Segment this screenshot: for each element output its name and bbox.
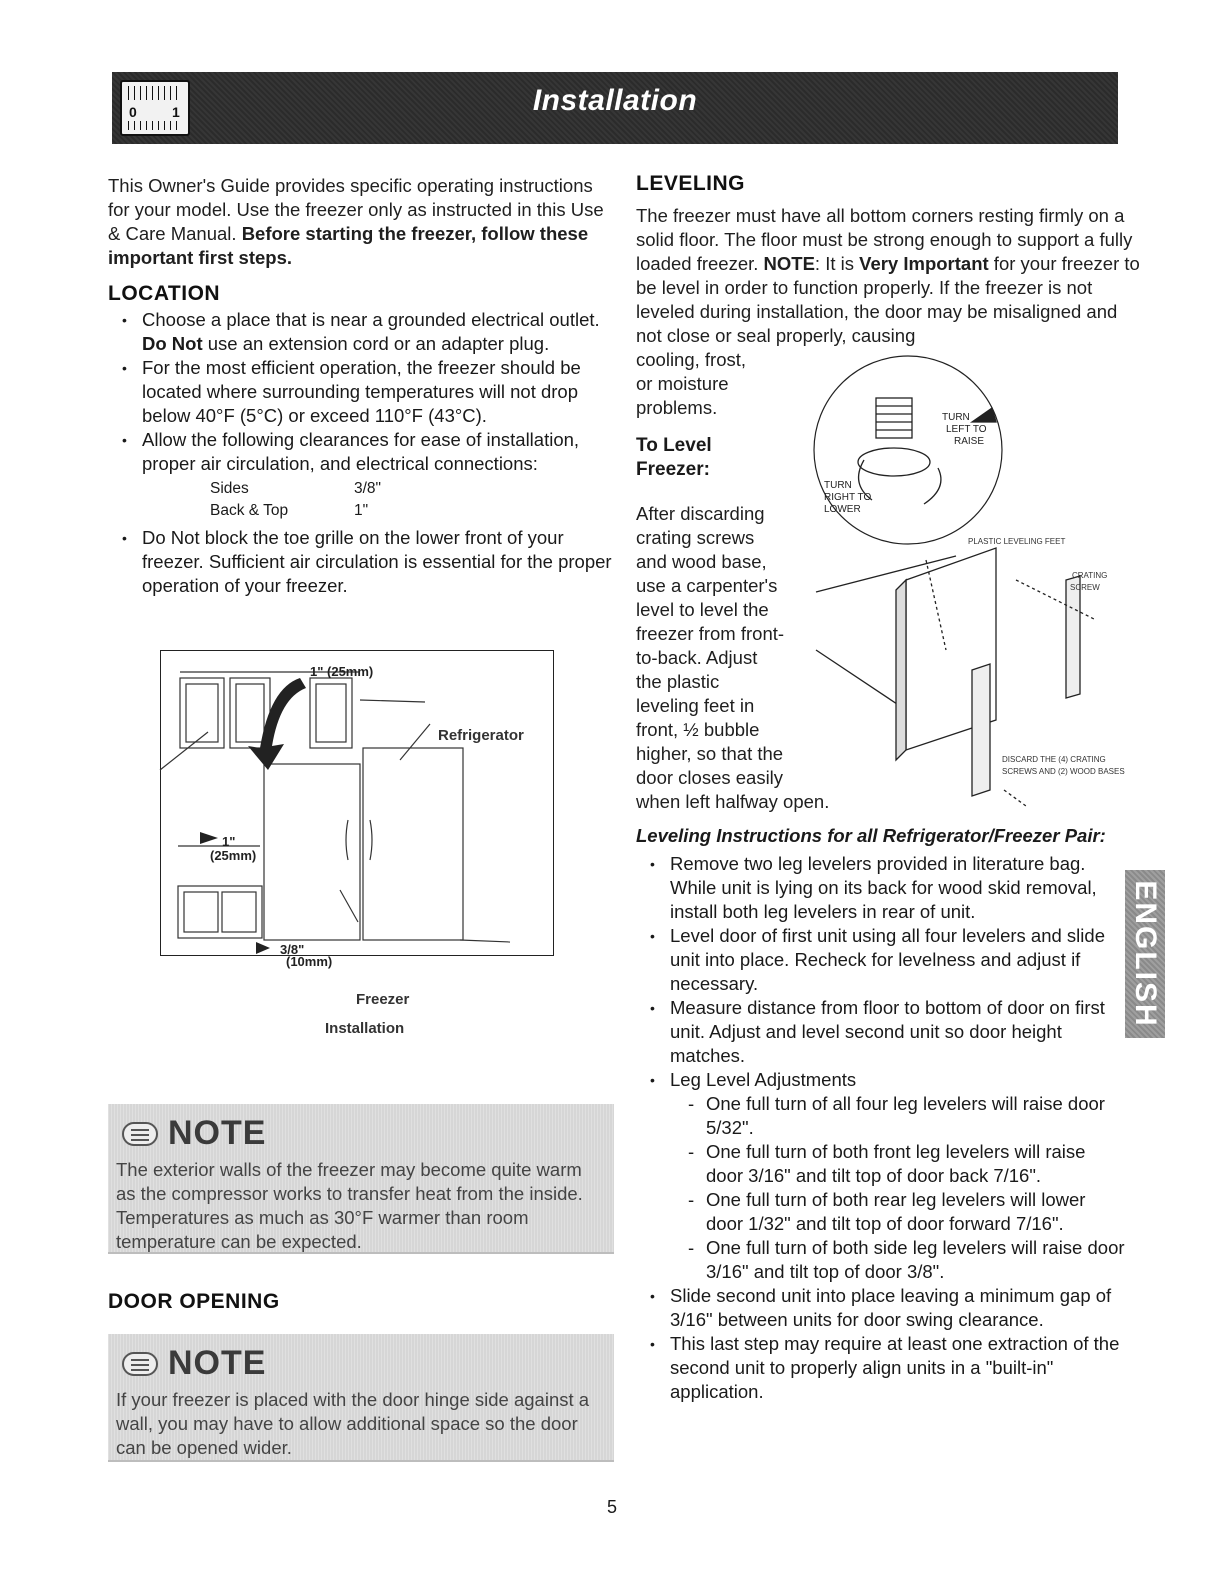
turn-right-label-3: LOWER <box>824 504 861 515</box>
side-clearance-label-a: 1" <box>222 834 236 849</box>
installation-illustration <box>160 650 554 1037</box>
pair-list <box>636 852 1126 1404</box>
list-item: • Level door of first unit using all four levelers and slide unit into place. Recheck for levelness and adjust if necessary. <box>636 924 1126 996</box>
note-box-heat <box>108 1104 614 1254</box>
side-clearance-label-b: (25mm) <box>210 848 257 863</box>
page-number: 5 <box>606 1497 617 1517</box>
location-b1-post: use an extension cord or an adapter plug. <box>202 333 550 354</box>
clearance-row <box>210 478 618 500</box>
note-pad-icon <box>122 1352 158 1376</box>
language-tab-label: ENGLISH <box>1129 880 1162 1028</box>
leveling-title: LEVELING <box>636 172 746 195</box>
list-item <box>108 428 618 522</box>
clearance-value: 3/8" <box>354 480 382 497</box>
note-text: If your freezer is placed with the door hinge side against a wall, you may have to allow additional space so the door can be opened wider. <box>116 1389 590 1458</box>
sub-list-item: - One full turn of both front leg levelers will raise door 3/16" and tilt top of door back 7/16". <box>688 1141 1086 1186</box>
list-item: • This last step may require at least one extraction of the second unit to properly align units in a "built-in" application. <box>636 1332 1126 1404</box>
to-level-text: After discarding crating screws and wood base, use a carpenter's level to level the freezer from front-to-back. Adjust the plastic leveling feet in front, ½ bubble higher, so that the door closes easily <box>636 503 785 788</box>
note-text: The exterior walls of the freezer may become quite warm as the compressor works to transfer heat from the inside. Temperatures as much as 30°F warmer than room temperature can be expected. <box>116 1159 583 1252</box>
leveling-tail: cooling, frost, or moisture problems. <box>636 349 747 418</box>
to-level-title: To Level Freezer: <box>636 435 712 480</box>
turn-left-label-2: LEFT TO <box>946 424 987 435</box>
turn-right-label-2: RIGHT TO <box>824 492 872 503</box>
sub-list-item: - One full turn of both rear leg levelers will lower door 1/32" and tilt top of door forward 7/16". <box>688 1189 1086 1234</box>
list-item: • For the most efficient operation, the freezer should be located where surrounding temperatures will not drop below 40°F (5°C) or exceed 110°F (43°C). <box>108 356 618 428</box>
discard-label-2: SCREWS AND (2) WOOD BASES <box>1002 767 1125 776</box>
plastic-feet-label: PLASTIC LEVELING FEET <box>968 537 1066 546</box>
adjustments-list <box>674 1092 1126 1284</box>
door-opening-title: DOOR OPENING <box>108 1290 280 1313</box>
note-header <box>122 1114 266 1153</box>
ruler-label-1: 1 <box>172 104 180 120</box>
section-header <box>112 72 1118 144</box>
clearance-value: 1" <box>354 502 369 519</box>
list-item: • Measure distance from floor to bottom of door on first unit. Adjust and level second unit so door height matches. <box>636 996 1126 1068</box>
sub-item-text: One full turn of both side leg levelers will raise door 3/16" and tilt top of door 3/8". <box>706 1237 1125 1282</box>
leveling-text-pre: The freezer must have all bottom corners resting firmly on a solid floor. The floor must be strong enough to support a fully loaded freezer. <box>636 205 1133 274</box>
list-item: • Slide second unit into place leaving a minimum gap of 3/16" between units for door swing clearance. <box>636 1284 1126 1332</box>
sub-list-item: - One full turn of both side leg levelers will raise door 3/16" and tilt top of door 3/8". <box>688 1237 1125 1282</box>
freezer-label: Freezer <box>356 991 410 1008</box>
top-clearance-label: 1" (25mm) <box>310 664 374 679</box>
leveling-note-label: NOTE <box>763 253 815 274</box>
leveling-paragraph <box>636 204 1148 348</box>
location-b1-pre: Choose a place that is near a grounded electrical outlet. <box>142 309 600 330</box>
left-column <box>108 174 618 598</box>
location-b3: Allow the following clearances for ease of installation, proper air circulation, and electrical connections: <box>142 429 580 474</box>
location-b1-bold: Do Not <box>142 333 203 354</box>
sub-item-text: One full turn of both rear leg levelers will lower door 1/32" and tilt top of door forward 7/16". <box>706 1189 1086 1234</box>
intro-paragraph <box>108 174 618 270</box>
intro-bold: Before starting the freezer, follow these important first steps. <box>108 223 589 268</box>
discard-label-1: DISCARD THE (4) CRATING <box>1002 755 1106 764</box>
crating-label-1: CRATING <box>1072 571 1108 580</box>
note-box-door <box>108 1334 614 1462</box>
sub-item-text: One full turn of both front leg levelers will raise door 3/16" and tilt top of door back 7/16". <box>706 1141 1086 1186</box>
leveling-text-post: for your freezer to be level in order to function properly. If the freezer is not leveled during installation, the door may be misaligned and not close or seal properly, causing <box>636 253 1140 346</box>
to-level-last: when left halfway open. <box>636 791 830 812</box>
list-item: • Remove two leg levelers provided in literature bag. While unit is lying on its back for wood skid removal, install both leg levelers in rear of unit. <box>636 852 1126 924</box>
note-header <box>122 1344 266 1383</box>
leveling-very-important: Very Important <box>859 253 989 274</box>
turn-left-label-3: RAISE <box>954 436 985 447</box>
note-title: NOTE <box>168 1344 267 1382</box>
sub-list-item: - One full turn of all four leg levelers will raise door 5/32". <box>688 1093 1105 1138</box>
sub-item-text: One full turn of all four leg levelers will raise door 5/32". <box>706 1093 1105 1138</box>
list-item: • Do Not block the toe grille on the lower front of your freezer. Sufficient air circulation is essential for the proper operation of your freezer. <box>108 526 618 598</box>
list-item <box>636 1068 1126 1284</box>
location-list <box>108 308 618 598</box>
gap-label-b: (10mm) <box>286 954 333 969</box>
clearance-label: Back & Top <box>210 502 289 519</box>
note-pad-icon <box>122 1122 158 1146</box>
clearance-label: Sides <box>210 480 249 497</box>
figure-caption: Installation <box>325 1020 405 1037</box>
ruler-label-0: 0 <box>129 104 137 120</box>
clearance-table <box>210 478 618 522</box>
turn-left-label-1: TURN <box>942 412 970 423</box>
refrigerator-label: Refrigerator <box>438 727 524 744</box>
pair-b4: Leg Level Adjustments <box>670 1069 857 1090</box>
intro-text: This Owner's Guide provides specific operating instructions for your model. Use the freezer only as instructed in this Use & Care Manual. <box>108 175 604 244</box>
leveling-text-mid: : It is <box>814 253 860 274</box>
crating-label-2: SCREW <box>1070 583 1100 592</box>
gap-label-a: 3/8" <box>280 942 305 957</box>
note-title: NOTE <box>168 1114 267 1152</box>
language-tab <box>1125 870 1165 1038</box>
list-item <box>108 308 618 356</box>
pair-title: Leveling Instructions for all Refrigerator/Freezer Pair: <box>636 825 1106 846</box>
location-title: LOCATION <box>108 282 221 305</box>
leveling-illustration <box>796 350 1126 812</box>
turn-right-label-1: TURN <box>824 480 852 491</box>
page-title: Installation <box>532 84 698 117</box>
clearance-row <box>210 500 618 522</box>
